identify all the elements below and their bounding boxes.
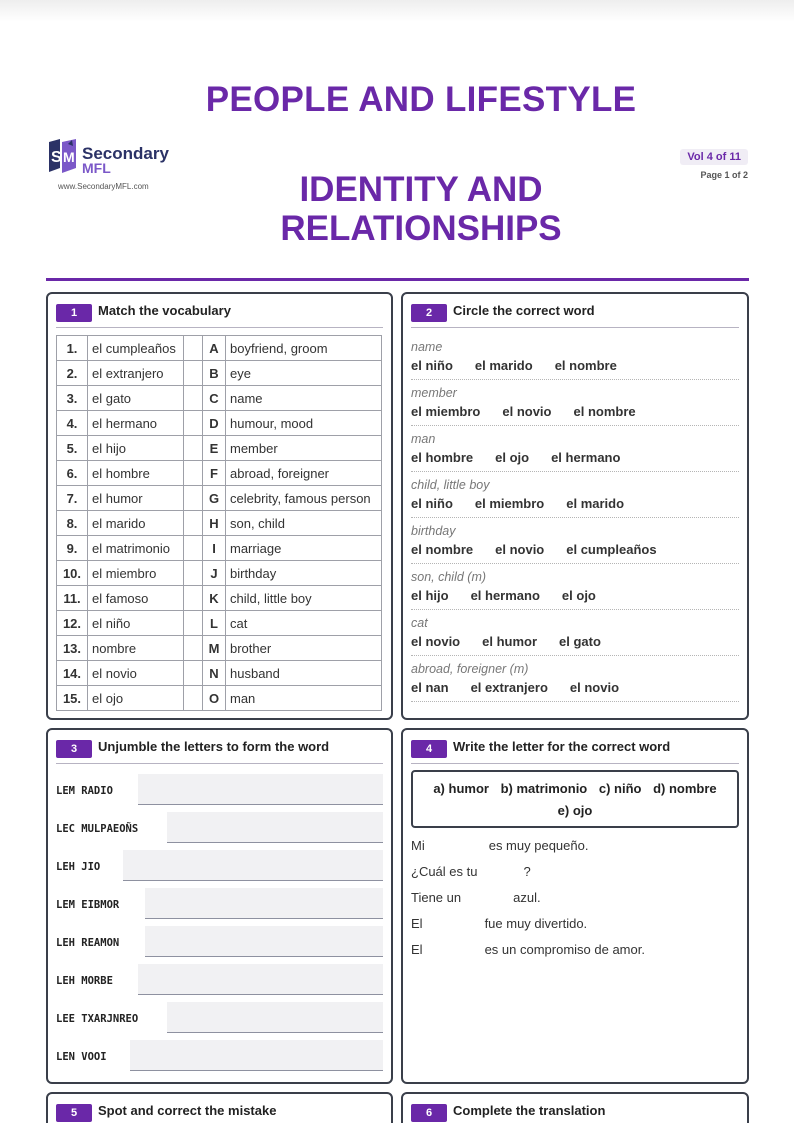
circle-option[interactable]: el marido xyxy=(474,358,533,373)
circle-option[interactable]: el novio xyxy=(502,404,552,419)
vocab-spanish: el hermano xyxy=(88,411,184,436)
vocab-spanish: el miembro xyxy=(88,561,184,586)
vocab-number: 13. xyxy=(57,636,88,661)
vocab-row xyxy=(57,336,382,361)
vocab-letter: H xyxy=(203,511,226,536)
circle-option[interactable]: el hermano xyxy=(551,450,621,465)
vocab-number: 1. xyxy=(57,336,88,361)
vocab-number: 15. xyxy=(57,686,88,711)
sentence-start: Tiene un xyxy=(411,890,462,905)
vocab-table xyxy=(56,335,382,711)
panel-write-letter xyxy=(401,728,749,1084)
circle-options xyxy=(411,634,623,649)
circle-prompt: member xyxy=(411,386,457,400)
circle-option[interactable]: el ojo xyxy=(495,450,530,465)
unjumble-row xyxy=(56,926,383,964)
jumbled-word: LEM RADIO xyxy=(56,785,113,797)
vocab-number: 5. xyxy=(57,436,88,461)
vocab-spanish: el niño xyxy=(88,611,184,636)
jumbled-word: LEE TXARJNREO xyxy=(56,1013,139,1025)
vocab-english: eye xyxy=(226,361,382,386)
logo-mark-icon xyxy=(46,138,80,178)
circle-prompt: abroad, foreigner (m) xyxy=(411,662,529,676)
vocab-letter: A xyxy=(203,336,226,361)
sentence xyxy=(411,942,645,957)
answer-field[interactable] xyxy=(145,888,383,919)
vocab-spanish: el hombre xyxy=(88,461,184,486)
word-bank-item: c) niño xyxy=(598,781,642,796)
vocab-english: member xyxy=(226,436,382,461)
word-bank-item: a) humor xyxy=(433,781,489,796)
vocab-english: husband xyxy=(226,661,382,686)
circle-question xyxy=(411,518,739,564)
logo-name: Secondary xyxy=(82,144,169,163)
panel-spot-mistake xyxy=(46,1092,393,1123)
vocab-row xyxy=(57,586,382,611)
unjumble-row xyxy=(56,850,383,888)
answer-field[interactable] xyxy=(138,964,383,995)
vocab-english: celebrity, famous person xyxy=(226,486,382,511)
circle-option[interactable]: el novio xyxy=(495,542,545,557)
jumbled-word: LEH REAMON xyxy=(56,937,120,949)
vocab-english: man xyxy=(226,686,382,711)
circle-options xyxy=(411,588,618,603)
circle-option[interactable]: el miembro xyxy=(411,404,481,419)
panel-circle-correct-word xyxy=(401,292,749,720)
section-header xyxy=(56,1102,383,1123)
vocab-answer-box[interactable] xyxy=(184,636,203,661)
vocab-letter: G xyxy=(203,486,226,511)
circle-options xyxy=(411,542,679,557)
vocab-letter: J xyxy=(203,561,226,586)
circle-option[interactable]: el humor xyxy=(482,634,538,649)
jumbled-word: LEM EIBMOR xyxy=(56,899,120,911)
vocab-english: child, little boy xyxy=(226,586,382,611)
vocab-letter: I xyxy=(203,536,226,561)
sentence-start: ¿Cuál es tu xyxy=(411,864,478,879)
sentence-start: El xyxy=(411,942,423,957)
answer-field[interactable] xyxy=(138,774,383,805)
sentence-start: El xyxy=(411,916,423,931)
answer-field[interactable] xyxy=(145,926,383,957)
svg-text:S: S xyxy=(51,149,62,166)
circle-option[interactable]: el novio xyxy=(569,680,620,695)
unjumble-row xyxy=(56,964,383,1002)
vocab-row xyxy=(57,361,382,386)
circle-options xyxy=(411,358,639,373)
circle-option[interactable]: el hermano xyxy=(470,588,540,603)
vocab-spanish: el matrimonio xyxy=(88,536,184,561)
vocab-answer-box[interactable] xyxy=(184,536,203,561)
section-header xyxy=(56,302,383,328)
vocab-row xyxy=(57,561,382,586)
circle-prompt: cat xyxy=(411,616,428,630)
panel-unjumble xyxy=(46,728,393,1084)
vocab-answer-box[interactable] xyxy=(184,661,203,686)
vocab-number: 2. xyxy=(57,361,88,386)
circle-question xyxy=(411,610,739,656)
circle-option[interactable]: el niño xyxy=(411,496,453,511)
circle-question xyxy=(411,380,739,426)
circle-prompt: birthday xyxy=(411,524,456,538)
circle-option[interactable]: el gato xyxy=(559,634,601,649)
sentence xyxy=(411,838,588,853)
sentence xyxy=(411,890,541,905)
sub-title-line2: RELATIONSHIPS xyxy=(280,209,562,248)
vocab-answer-box[interactable] xyxy=(184,336,203,361)
vocab-spanish: el extranjero xyxy=(88,361,184,386)
circle-option[interactable]: el nombre xyxy=(554,358,617,373)
sentence xyxy=(411,916,587,931)
vocab-letter: O xyxy=(203,686,226,711)
vocab-english: brother xyxy=(226,636,382,661)
vocab-number: 11. xyxy=(57,586,88,611)
vocab-row xyxy=(57,536,382,561)
circle-prompt: name xyxy=(411,340,443,354)
vocab-number: 4. xyxy=(57,411,88,436)
circle-prompt: son, child (m) xyxy=(411,570,487,584)
vocab-row xyxy=(57,486,382,511)
unjumble-row xyxy=(56,812,383,850)
circle-option[interactable]: el nan xyxy=(411,680,449,695)
circle-option[interactable]: el novio xyxy=(411,634,461,649)
vocab-english: abroad, foreigner xyxy=(226,461,382,486)
vocab-answer-box[interactable] xyxy=(184,586,203,611)
unjumble-row xyxy=(56,1040,383,1078)
vocab-spanish: el novio xyxy=(88,661,184,686)
jumbled-word: LEN VOOI xyxy=(56,1051,107,1063)
vocab-english: cat xyxy=(226,611,382,636)
vocab-letter: K xyxy=(203,586,226,611)
vocab-row xyxy=(57,611,382,636)
circle-options xyxy=(411,496,646,511)
section-header xyxy=(411,1102,739,1123)
unjumble-row xyxy=(56,1002,383,1040)
vocab-row xyxy=(57,461,382,486)
vocab-english: son, child xyxy=(226,511,382,536)
word-bank xyxy=(411,770,739,828)
vocab-spanish: el ojo xyxy=(88,686,184,711)
circle-prompt: child, little boy xyxy=(411,478,490,492)
vocab-number: 10. xyxy=(57,561,88,586)
circle-option[interactable]: el extranjero xyxy=(470,680,548,695)
section-header xyxy=(56,738,383,764)
circle-option[interactable]: el hombre xyxy=(411,450,474,465)
vocab-row xyxy=(57,411,382,436)
sentence-end: azul. xyxy=(513,890,541,905)
section-number: 4 xyxy=(411,740,447,758)
unjumble-row xyxy=(56,774,383,812)
vocab-row xyxy=(57,386,382,411)
sentence-end: fue muy divertido. xyxy=(484,916,588,931)
section-header xyxy=(411,738,739,764)
vocab-answer-box[interactable] xyxy=(184,611,203,636)
main-title: PEOPLE AND LIFESTYLE xyxy=(205,80,637,119)
circle-question xyxy=(411,472,739,518)
circle-option[interactable]: el marido xyxy=(566,496,625,511)
vocab-row xyxy=(57,686,382,711)
page-number: Page 1 of 2 xyxy=(700,170,748,180)
vocab-number: 9. xyxy=(57,536,88,561)
vocab-row xyxy=(57,661,382,686)
section-number: 2 xyxy=(411,304,447,322)
vocab-number: 14. xyxy=(57,661,88,686)
word-bank-line1 xyxy=(413,778,737,800)
vocab-answer-box[interactable] xyxy=(184,436,203,461)
vocab-answer-box[interactable] xyxy=(184,511,203,536)
circle-option[interactable]: el cumpleaños xyxy=(566,542,657,557)
vocab-number: 7. xyxy=(57,486,88,511)
sentence-end: es muy pequeño. xyxy=(488,838,589,853)
vocab-english: birthday xyxy=(226,561,382,586)
circle-options xyxy=(411,450,642,465)
vocab-english: boyfriend, groom xyxy=(226,336,382,361)
circle-question xyxy=(411,426,739,472)
vocab-letter: E xyxy=(203,436,226,461)
circle-question xyxy=(411,334,739,380)
vocab-letter: B xyxy=(203,361,226,386)
logo-url: www.SecondaryMFL.com xyxy=(58,182,149,191)
vocab-letter: N xyxy=(203,661,226,686)
circle-options xyxy=(411,680,641,695)
section-title: Complete the translation xyxy=(453,1103,606,1118)
section-title: Write the letter for the correct word xyxy=(453,739,671,754)
header-rule xyxy=(46,278,749,281)
vocab-spanish: el gato xyxy=(88,386,184,411)
vocab-spanish: el cumpleaños xyxy=(88,336,184,361)
circle-option[interactable]: el niño xyxy=(411,358,453,373)
vocab-letter: M xyxy=(203,636,226,661)
section-number: 1 xyxy=(56,304,92,322)
circle-option[interactable]: el nombre xyxy=(573,404,636,419)
sentence xyxy=(411,864,531,879)
section-title: Unjumble the letters to form the word xyxy=(98,739,330,754)
vocab-row xyxy=(57,436,382,461)
section-number: 3 xyxy=(56,740,92,758)
vocab-row xyxy=(57,636,382,661)
answer-field[interactable] xyxy=(167,812,383,843)
vocab-answer-box[interactable] xyxy=(184,386,203,411)
svg-text:M: M xyxy=(63,149,75,165)
vocab-english: humour, mood xyxy=(226,411,382,436)
vocab-letter: L xyxy=(203,611,226,636)
vocab-spanish: nombre xyxy=(88,636,184,661)
vocab-spanish: el famoso xyxy=(88,586,184,611)
section-title: Match the vocabulary xyxy=(98,303,231,318)
answer-field[interactable] xyxy=(123,850,383,881)
vocab-number: 3. xyxy=(57,386,88,411)
vocab-number: 8. xyxy=(57,511,88,536)
circle-option[interactable]: el miembro xyxy=(474,496,545,511)
circle-prompt: man xyxy=(411,432,436,446)
vocab-spanish: el humor xyxy=(88,486,184,511)
vocab-number: 6. xyxy=(57,461,88,486)
jumbled-word: LEH MORBE xyxy=(56,975,113,987)
word-bank-item: d) nombre xyxy=(653,781,717,796)
vocab-spanish: el marido xyxy=(88,511,184,536)
logo xyxy=(46,138,176,194)
circle-option[interactable]: el ojo xyxy=(561,588,596,603)
sentence-start: Mi xyxy=(411,838,425,853)
section-title: Spot and correct the mistake xyxy=(98,1103,277,1118)
jumbled-word: LEC MULPAEOÑS xyxy=(56,823,139,835)
section-number: 6 xyxy=(411,1104,447,1122)
vocab-row xyxy=(57,511,382,536)
vocab-answer-box[interactable] xyxy=(184,486,203,511)
volume-badge: Vol 4 of 11 xyxy=(680,149,748,165)
sub-title-line1: IDENTITY AND xyxy=(299,170,543,209)
vocab-answer-box[interactable] xyxy=(184,686,203,711)
word-bank-item: b) matrimonio xyxy=(500,781,588,796)
vocab-spanish: el hijo xyxy=(88,436,184,461)
sentence-end: ? xyxy=(523,864,531,879)
circle-question xyxy=(411,564,739,610)
word-bank-line2 xyxy=(413,800,737,822)
section-number: 5 xyxy=(56,1104,92,1122)
circle-question xyxy=(411,656,739,702)
vocab-letter: C xyxy=(203,386,226,411)
vocab-letter: D xyxy=(203,411,226,436)
section-header xyxy=(411,302,739,328)
vocab-english: name xyxy=(226,386,382,411)
answer-field[interactable] xyxy=(167,1002,383,1033)
circle-option[interactable]: el nombre xyxy=(411,542,474,557)
vocab-answer-box[interactable] xyxy=(184,561,203,586)
vocab-english: marriage xyxy=(226,536,382,561)
logo-sub: MFL xyxy=(82,160,111,176)
page-top-shade xyxy=(0,0,794,22)
answer-field[interactable] xyxy=(130,1040,383,1071)
circle-option[interactable]: el hijo xyxy=(411,588,449,603)
sentence-end: es un compromiso de amor. xyxy=(484,942,645,957)
section-title: Circle the correct word xyxy=(453,303,595,318)
panel-match-vocabulary xyxy=(46,292,393,720)
vocab-answer-box[interactable] xyxy=(184,461,203,486)
jumbled-word: LEH JIO xyxy=(56,861,101,873)
unjumble-row xyxy=(56,888,383,926)
vocab-answer-box[interactable] xyxy=(184,361,203,386)
vocab-number: 12. xyxy=(57,611,88,636)
word-bank-item: e) ojo xyxy=(557,803,593,818)
panel-complete-translation xyxy=(401,1092,749,1123)
vocab-letter: F xyxy=(203,461,226,486)
vocab-answer-box[interactable] xyxy=(184,411,203,436)
circle-options xyxy=(411,404,658,419)
